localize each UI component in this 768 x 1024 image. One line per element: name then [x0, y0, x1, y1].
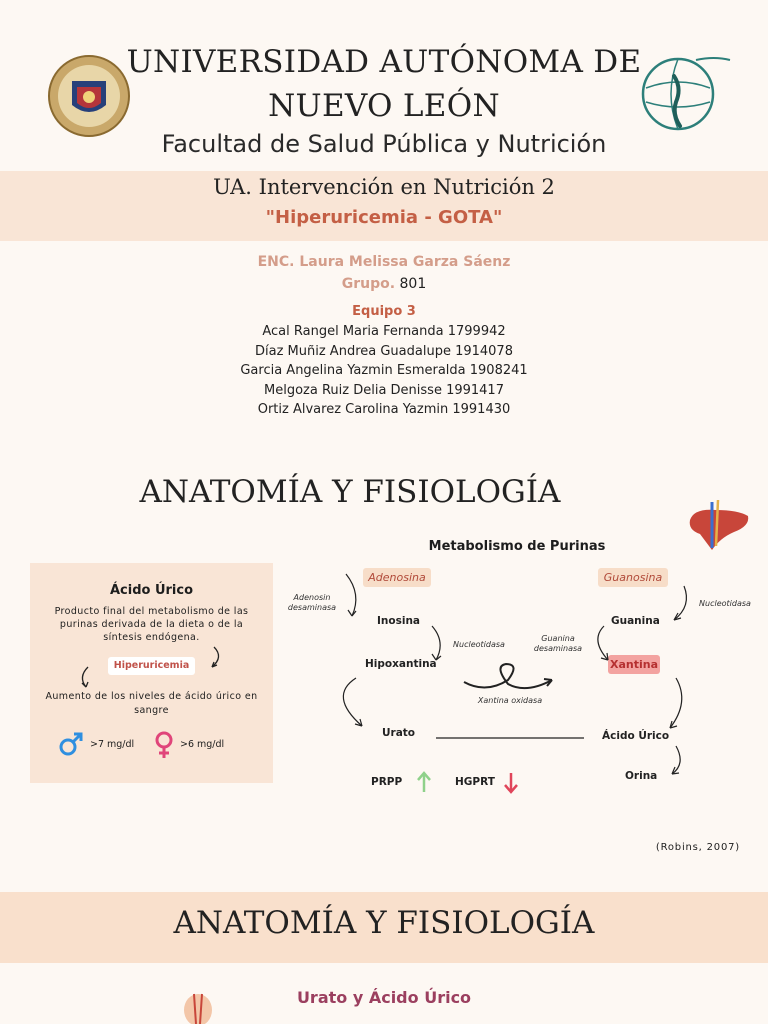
member-item: Melgoza Ruiz Delia Denisse 1991417: [264, 382, 504, 398]
up-arrow-icon: [418, 773, 430, 792]
arrow-hipoxantina-urato: [343, 678, 362, 726]
member-item: Díaz Muñiz Andrea Guadalupe 1914078: [255, 343, 513, 359]
male-symbol-icon: [58, 731, 84, 757]
hipoxantina-node: Hipoxantina: [365, 658, 437, 670]
xantina-oxidasa-label: Xantina oxidasa: [477, 696, 543, 705]
members-list: [0, 322, 768, 420]
guanina-desaminasa-label: Guanina desaminasa: [533, 634, 583, 653]
hgprt-node: HGPRT: [455, 776, 495, 788]
inosina-node: Inosina: [377, 615, 421, 627]
adenosina-pill: Adenosina: [363, 568, 431, 587]
xantina-pill: Xantina: [608, 655, 660, 674]
arrow-guanosina-guanina: [674, 586, 686, 620]
arrow-adenosina-inosina: [346, 574, 356, 616]
section2-title: ANATOMÍA Y FISIOLOGÍA: [173, 905, 595, 941]
group-label: Grupo.: [341, 276, 396, 292]
team-label: Equipo 3: [352, 304, 416, 319]
guanina-node: Guanina: [611, 615, 660, 627]
prpp-node: PRPP: [371, 776, 403, 788]
group-line: [0, 276, 768, 292]
female-symbol-icon: [152, 731, 176, 759]
hyperuricemia-pill: Hiperuricemia: [108, 657, 195, 675]
section2-subtitle: Urato y Ácido Úrico: [296, 988, 472, 1007]
card-description: Producto final del metabolismo de las purinas derivada de la dieta o de la síntesis endógena.: [54, 606, 249, 643]
xantina-oxidasa-loop: [464, 664, 552, 688]
curved-arrow-icon: [76, 665, 98, 691]
male-value: >7 mg/dl: [90, 739, 135, 750]
member-item: Ortiz Alvarez Carolina Yazmin 1991430: [257, 402, 511, 417]
diagram-arrows: [280, 560, 710, 800]
urato-node: Urato: [382, 727, 416, 739]
nucleotidasa-mid-label: Nucleotidasa: [453, 640, 505, 649]
orina-node: Orina: [625, 770, 658, 782]
member-item: Garcia Angelina Yazmin Esmeralda 1908241: [240, 363, 528, 378]
down-arrow-icon: [505, 773, 517, 792]
guanosina-pill: Guanosina: [598, 568, 668, 587]
member-item: Acal Rangel Maria Fernanda 1799942: [262, 324, 506, 339]
acido-urico-node: Ácido Úrico: [602, 730, 670, 742]
faculty-name: Facultad de Salud Pública y Nutrición: [161, 130, 607, 158]
reference-citation: (Robins, 2007): [655, 842, 740, 853]
curved-arrow-icon: [202, 645, 224, 671]
nucleotidasa-right-label: Nucleotidasa: [699, 599, 751, 608]
arrow-guanina-xantina: [598, 626, 608, 660]
university-title: UNIVERSIDAD AUTÓNOMA DE NUEVO LEÓN: [126, 44, 642, 124]
diagram-title: Metabolismo de Purinas: [428, 539, 606, 554]
teacher-name: ENC. Laura Melissa Garza Sáenz: [257, 254, 511, 270]
card-title: Ácido Úrico: [109, 583, 194, 598]
course-name: UA. Intervención en Nutrición 2: [213, 175, 555, 199]
arrow-xantina-acido-urico: [670, 678, 682, 728]
liver-icon: [686, 498, 752, 556]
adenosin-desaminasa-label: Adenosin desaminasa: [287, 593, 337, 612]
card-increase-text: Aumento de los niveles de ácido úrico en sangre: [45, 691, 258, 716]
topic-title: "Hiperuricemia - GOTA": [265, 207, 503, 228]
group-value: 801: [399, 276, 427, 292]
female-value: >6 mg/dl: [180, 739, 225, 750]
section1-title: ANATOMÍA Y FISIOLOGÍA: [139, 474, 561, 510]
